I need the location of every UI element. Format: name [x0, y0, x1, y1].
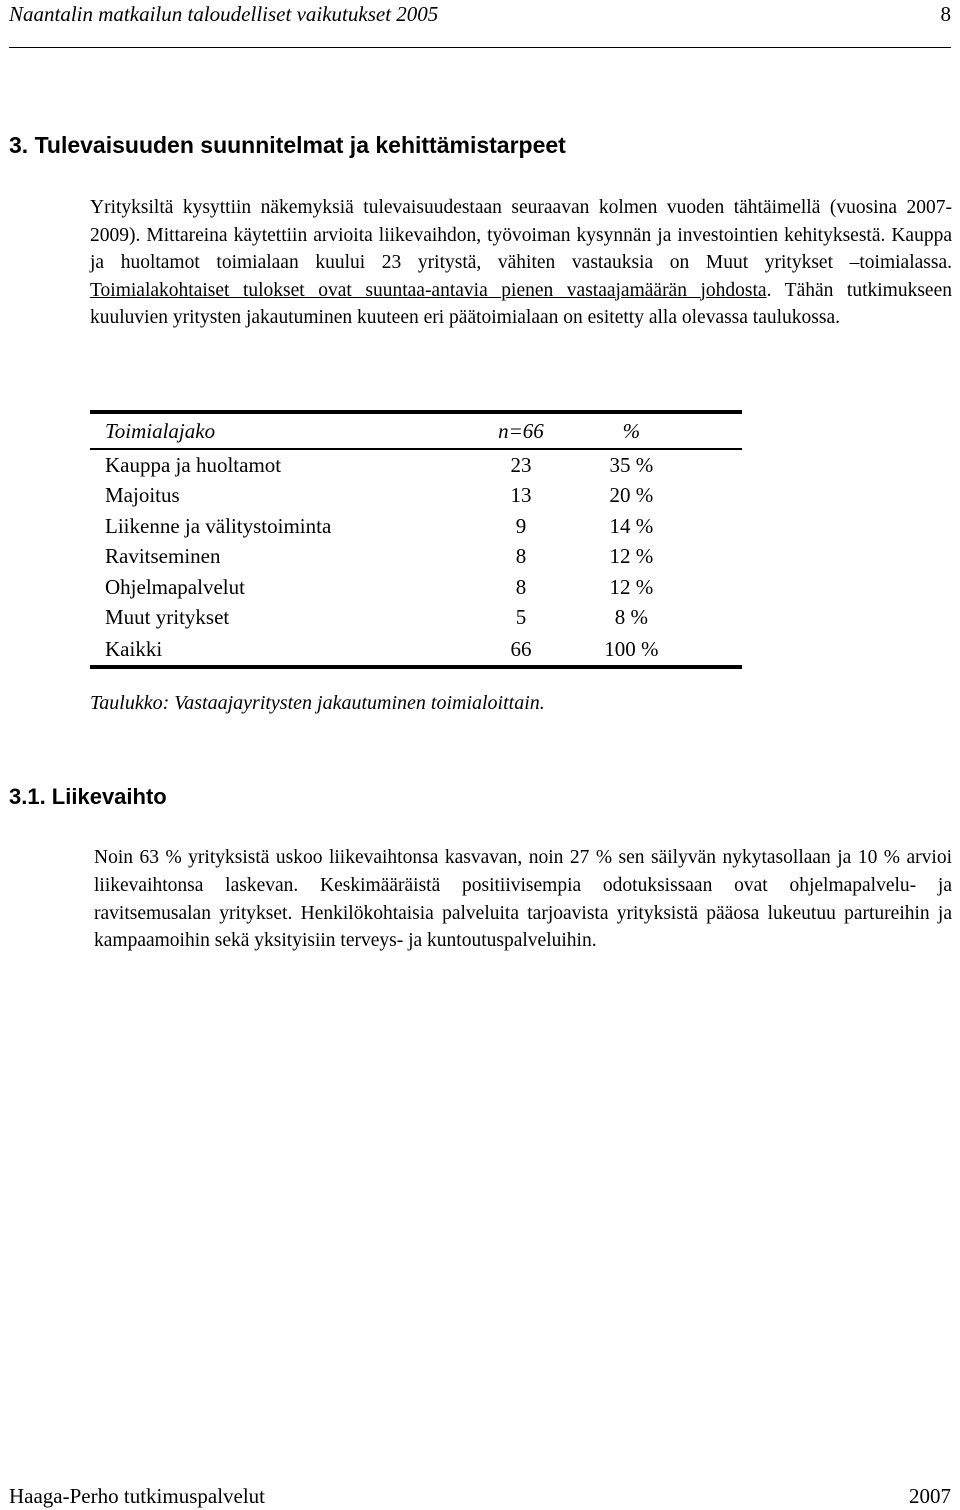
table-row: [90, 572, 742, 603]
page-header: [9, 0, 951, 40]
cell-percent: 100 %: [578, 633, 685, 667]
cell-percent: 20 %: [609, 483, 654, 508]
cell-industry: Majoitus: [105, 483, 180, 508]
table-row-total: [90, 633, 742, 667]
table-row: [90, 603, 742, 634]
header-title: Naantalin matkailun taloudelliset vaikutukset 2005: [9, 2, 439, 26]
cell-percent: 12 %: [609, 574, 654, 599]
cell-percent: 8 %: [614, 605, 648, 630]
cell-count: 9: [515, 513, 527, 538]
cell-industry: Liikenne ja välitystoiminta: [105, 513, 332, 538]
cell-count: 5: [515, 605, 527, 630]
footer-publisher: Haaga-Perho tutkimuspalvelut: [9, 1484, 266, 1508]
intro-text-underlined: Toimialakohtaiset tulokset ovat suuntaa-antavia pienen vastaajamäärän johdosta: [90, 279, 767, 301]
cell-industry: Kaikki: [90, 633, 464, 667]
header-percent: %: [578, 412, 685, 449]
cell-percent: 14 %: [609, 513, 654, 538]
cell-percent: 35 %: [609, 452, 654, 477]
header-count: n=66: [464, 412, 578, 449]
cell-percent: 12 %: [609, 544, 654, 569]
section-heading: 3. Tulevaisuuden suunnitelmat ja kehittämistarpeet: [9, 132, 566, 158]
header-rule: [9, 47, 951, 48]
table-row: [90, 449, 742, 481]
intro-text-a: Yrityksiltä kysyttiin näkemyksiä tulevaisuudestaan seuraavan kolmen vuoden tähtäimellä (vuosina 2007-2009). Mittareina käytettiin arvioita liikevaihdon, työvoiman kysynnän ja investointien kehityksestä. Kauppa ja huoltamot toimialaan kuului 23 yritystä, vähiten vastauksia on Muut yritykset –toimialassa.: [90, 197, 952, 273]
header-industry: Toimialajako: [90, 412, 464, 449]
table-row: [90, 481, 742, 512]
page-number: 8: [940, 2, 951, 26]
footer-year: 2007: [909, 1484, 951, 1508]
cell-industry: Ravitseminen: [105, 544, 221, 569]
cell-count: 23: [510, 452, 532, 477]
header-spacer: [685, 412, 742, 449]
cell-industry: Ohjelmapalvelut: [105, 574, 245, 599]
cell-count: 66: [464, 633, 578, 667]
table-caption: Taulukko: Vastaajayritysten jakautuminen toimialoittain.: [90, 692, 545, 714]
revenue-paragraph: Noin 63 % yrityksistä uskoo liikevaihtonsa kasvavan, noin 27 % sen säilyvän nykytasollaan ja 10 % arvioi liikevaihtonsa laskevan. Keskimääräistä positiivisempia odotuksissaan ovat ohjelmapalvelu- ja ravitsemusalan yritykset. Henkilökohtaisia palveluita tarjoavista yrityksistä pääosa lukeutuu partureihin ja kampaamoihin sekä yksityisiin terveys- ja kuntoutuspalveluihin.: [94, 847, 952, 952]
table-row: [90, 511, 742, 542]
industry-table: [90, 410, 742, 669]
cell-count: 8: [515, 574, 527, 599]
intro-paragraph: [90, 194, 952, 332]
table-header-row: [90, 412, 742, 449]
cell-industry: Kauppa ja huoltamot: [105, 452, 282, 477]
intro-text-b: . Tähän tutkimukseen kuuluvien yritysten jakautuminen kuuteen eri päätoimialaan on esitetty alla olevassa taulukossa.: [90, 279, 952, 328]
cell-industry: Muut yritykset: [105, 605, 230, 630]
cell-count: 13: [510, 483, 532, 508]
subsection-heading: 3.1. Liikevaihto: [9, 784, 167, 809]
cell-count: 8: [515, 544, 527, 569]
table-row: [90, 542, 742, 573]
